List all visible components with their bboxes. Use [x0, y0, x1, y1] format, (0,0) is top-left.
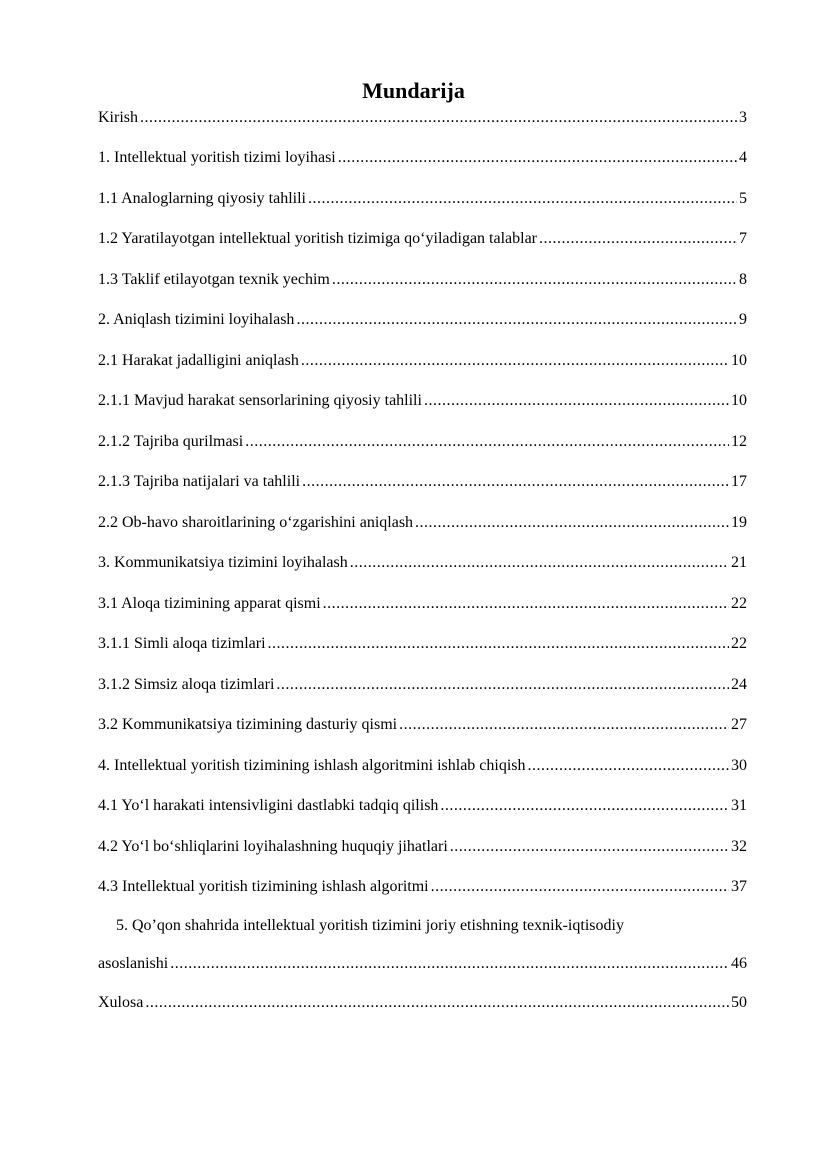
dot-leader — [296, 309, 737, 331]
toc-entry-label: 4.1 Yo‘l harakati intensivligini dastlabki tadqiq qilish — [98, 797, 439, 814]
toc-entry — [98, 591, 747, 615]
toc-entry-label: 1. Intellektual yoritish tizimi loyihasi — [98, 149, 336, 166]
toc-entry — [98, 631, 747, 655]
toc-entry — [98, 348, 747, 372]
toc-entry-wrapped-first-line: 5. Qo’qon shahrida intellektual yoritish tizimini joriy etishning texnik-iqtisodiy — [116, 917, 624, 934]
dot-leader — [276, 674, 729, 696]
toc-entry — [98, 105, 747, 129]
toc-entry — [98, 753, 747, 777]
dot-leader — [539, 228, 737, 250]
toc-entry-label: 2.1.3 Tajriba natijalari va tahlili — [98, 473, 301, 490]
dot-leader — [323, 593, 729, 615]
toc-entry-page: 19 — [731, 514, 747, 531]
toc-entry-page: 50 — [731, 994, 747, 1011]
toc-entry — [98, 469, 747, 493]
toc-entry-page: 8 — [739, 271, 747, 288]
toc-entry — [98, 307, 747, 331]
toc-entry-page: 32 — [731, 838, 747, 855]
toc-entry-page: 30 — [731, 757, 747, 774]
toc-entry — [98, 388, 747, 412]
page-title: Mundarija — [362, 78, 465, 103]
toc-entry-label: 3. Kommunikatsiya tizimini loyihalash — [98, 554, 348, 571]
toc-entry — [98, 226, 747, 250]
dot-leader — [528, 755, 729, 777]
dot-leader — [245, 431, 729, 453]
toc-entry — [98, 550, 747, 574]
toc-entry-label: Xulosa — [98, 994, 144, 1011]
dot-leader — [268, 633, 729, 655]
toc-entry-label: 4. Intellektual yoritish tizimining ishlash algoritmini ishlab chiqish — [98, 757, 526, 774]
toc-entry — [98, 267, 747, 291]
dot-leader — [450, 836, 729, 858]
toc-entry — [98, 874, 747, 898]
toc-entry-label: 2.1 Harakat jadalligini aniqlash — [98, 352, 299, 369]
dot-leader — [145, 992, 729, 1014]
toc-entry-page: 4 — [739, 149, 747, 166]
toc-entry-label: Kirish — [98, 109, 138, 126]
toc-entry — [98, 186, 747, 210]
dot-leader — [140, 107, 737, 129]
toc-entry-page: 17 — [731, 473, 747, 490]
toc-entry-page: 3 — [739, 109, 747, 126]
toc-entry-label: 3.1 Aloqa tizimining apparat qismi — [98, 595, 321, 612]
toc-entry-page: 9 — [739, 311, 747, 328]
toc-entry-label: 1.3 Taklif etilayotgan texnik yechim — [98, 271, 330, 288]
toc-entry-label: 3.1.2 Simsiz aloqa tizimlari — [98, 676, 275, 693]
toc-entry-label: 1.1 Analoglarning qiyosiy tahlili — [98, 190, 306, 207]
toc-entry-page: 10 — [731, 352, 747, 369]
toc-entry — [98, 990, 747, 1014]
toc-entry — [98, 672, 747, 696]
toc-entry-page: 5 — [739, 190, 747, 207]
dot-leader — [170, 953, 729, 975]
dot-leader — [399, 714, 729, 736]
dot-leader — [350, 552, 729, 574]
dot-leader — [424, 390, 729, 412]
toc-entry-label: 1.2 Yaratilayotgan intellektual yoritish tizimiga qo‘yiladigan talablar — [98, 230, 538, 247]
toc-entry-label: 2.2 Ob-havo sharoitlarining o‘zgarishini aniqlash — [98, 514, 414, 531]
toc-entry-page: 22 — [731, 635, 747, 652]
toc-entry-page: 22 — [731, 595, 747, 612]
toc-entry-page: 21 — [731, 554, 747, 571]
toc-entry-page: 24 — [731, 676, 747, 693]
toc-entry-page: 7 — [739, 230, 747, 247]
toc-entry-page: 10 — [731, 392, 747, 409]
toc-entry-label: 3.2 Kommunikatsiya tizimining dasturiy qismi — [98, 716, 398, 733]
toc-entry — [98, 951, 747, 975]
toc-entry-label: 2.1.1 Mavjud harakat sensorlarining qiyosiy tahlili — [98, 392, 422, 409]
toc-entry-label: 4.2 Yo‘l bo‘shliqlarini loyihalashning huquqiy jihatlari — [98, 838, 448, 855]
dot-leader — [440, 795, 729, 817]
toc-entry-label: 4.3 Intellektual yoritish tizimining ishlash algoritmi — [98, 878, 429, 895]
dot-leader — [332, 269, 737, 291]
dot-leader — [302, 471, 729, 493]
toc-entry — [98, 145, 747, 169]
toc-entry-page: 12 — [731, 433, 747, 450]
dot-leader — [415, 512, 729, 534]
toc-entry — [98, 712, 747, 736]
toc-entry — [98, 429, 747, 453]
toc-entry-page: 37 — [731, 878, 747, 895]
toc-entry — [98, 793, 747, 817]
dot-leader — [301, 350, 729, 372]
toc-entry-page: 27 — [731, 716, 747, 733]
toc-entry-label: 3.1.1 Simli aloqa tizimlari — [98, 635, 266, 652]
dot-leader — [338, 147, 737, 169]
dot-leader — [431, 876, 729, 898]
toc-entry — [98, 834, 747, 858]
toc-entry-label: 2.1.2 Tajriba qurilmasi — [98, 433, 244, 450]
toc-entry-page: 31 — [731, 797, 747, 814]
toc-entry-label: asoslanishi — [98, 955, 169, 972]
dot-leader — [308, 188, 737, 210]
toc-entry — [98, 510, 747, 534]
toc-entry-page: 46 — [731, 955, 747, 972]
toc-entry-label: 2. Aniqlash tizimini loyihalash — [98, 311, 295, 328]
